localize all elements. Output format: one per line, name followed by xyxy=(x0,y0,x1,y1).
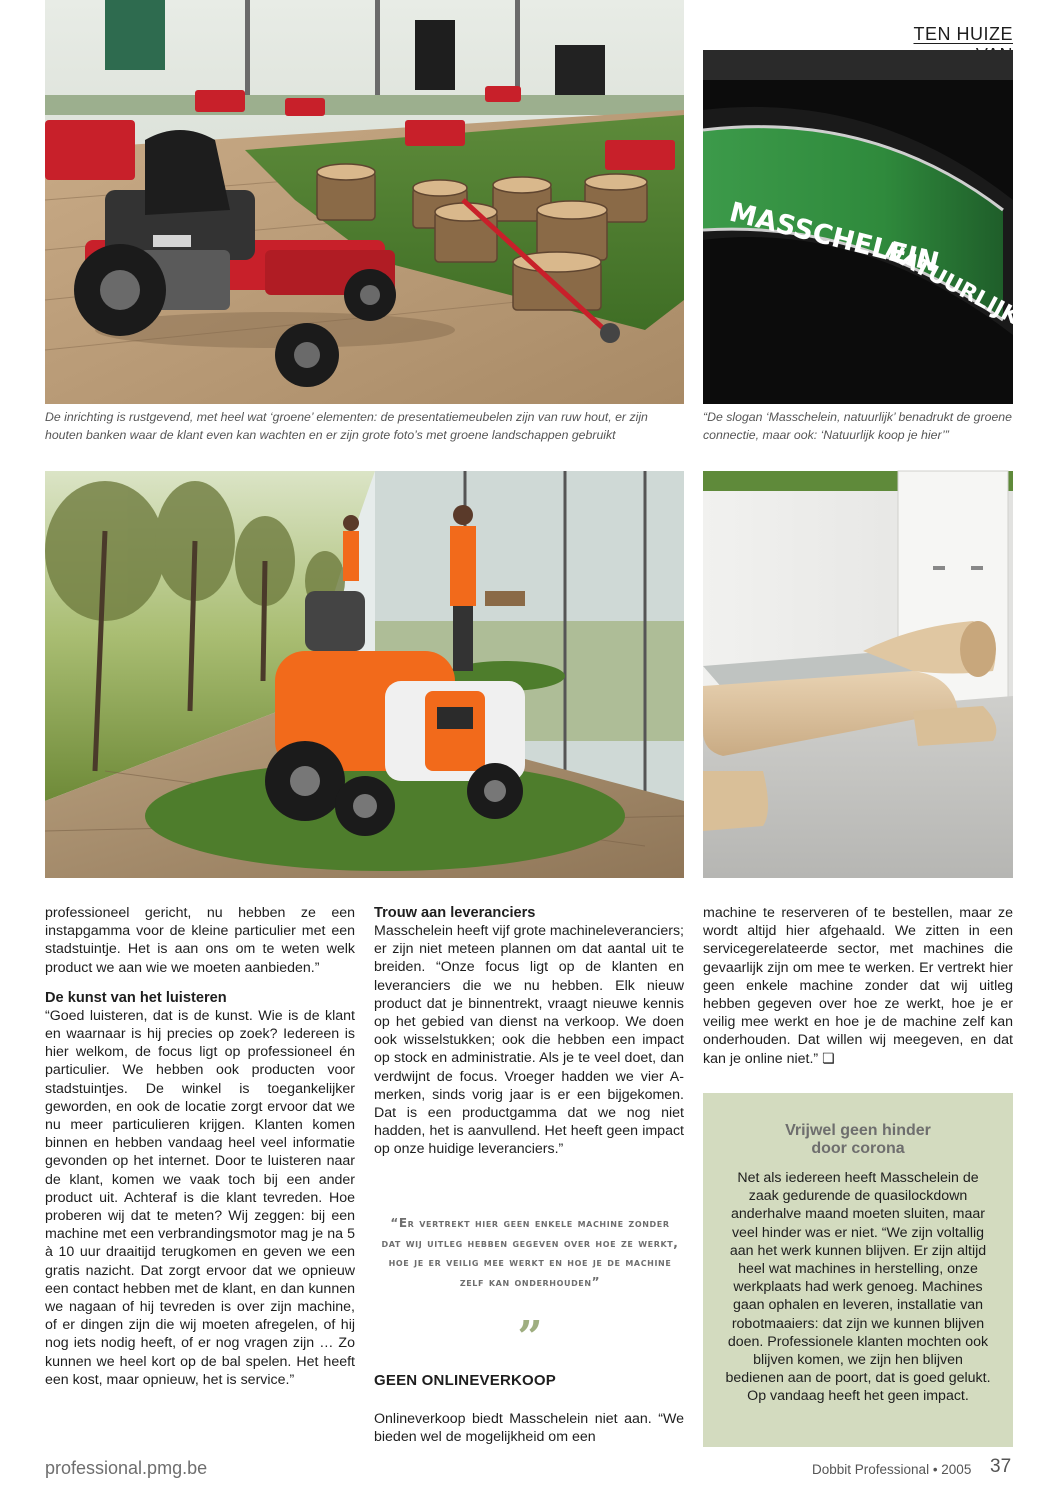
heading-kunst-luisteren: De kunst van het luisteren xyxy=(45,989,227,1006)
pull-quote: “Er vertrekt hier geen enkele machine zonder dat wij uitleg hebben gegeven over hoe ze werkt, hoe je er veilig mee werkt en hoe je de machine zelf kan onderhouden” xyxy=(381,1216,679,1289)
box-title-line-2: door corona xyxy=(811,1140,905,1157)
page-number: 37 xyxy=(990,1456,1012,1477)
section-header: TEN HUIZE xyxy=(913,24,1013,44)
corona-box-text: Net als iedereen heeft Masschelein de zaak gedurende de quasilockdown anderhalve maand moeten sluiten, maar veel hinder was er niet. “We zijn voltallig aan het werk kunnen blijven. Er zijn altijd heel wat machines in herstelling, onze werkplaats had werk genoeg. Machines gaan ophalen en leveren, installatie van robotmaaiers: dat zijn we kunnen blijven doen. Professionele klanten mochten ook blijven komen, we zijn hen blijven bedienen aan de poort, dat is goed gelukt. Op vandaag heeft het geen impact. xyxy=(725,1170,991,1405)
col1-paragraph-2: “Goed luisteren, dat is de kunst. Wie is de klant en waarnaar is hij precies op zoek? Iedereen is hier welkom, de focus ligt op professioneel én particulier. We hebben ook producten voor stadstuintjes. De winkel is toegankelijker geworden, en ook de locatie zorgt ervoor dat we nu meer particulieren krijgen. Klanten komen binnen en hebben vandaag heel veel informatie gevonden op het internet. Door te luisteren naar de klant, komen we vaak toch bij een ander product uit. Achteraf is die klant tevreden. Hoe proberen wij dat te meten? Wij zeggen: bij een machine met een verbrandingsmotor mag je na 5 à 10 uur draaitijd terugkomen en geven we een gratis nazicht. Dat zorgt ervoor dat we opnieuw een contact hebben met de klant, en dan kunnen we nagaan of hij tevreden is over zijn machine, of er dingen zijn die wij moeten afregelen, of hij nog iets nodig heeft, of er nog vragen zijn … Zo kunnen we heel kort op de bal spelen. Het heeft een kost, maar opnieuw, het is service.” xyxy=(45,1007,355,1388)
column-2 xyxy=(374,904,684,1159)
col3-paragraph-1: machine te reserveren of te bestellen, maar ze wordt altijd hier afgehaald. We zitten in een servicegerelateerde sector, met machines die gevaarlijk zijn om mee te werken. Er vertrekt hier geen enkele machine zonder dat wij uitleg hebben gegeven over hoe ze werkt, hoe je er veilig mee werkt en hoe je de machine zelf kan onderhouden. Dat willen wij meegeven, en dat kan je online niet.” xyxy=(703,905,1013,1067)
caption-showroom: De inrichting is rustgevend, met heel wat ‘groene’ elementen: de presentatiemeubelen zijn van ruw hout, er zijn houten banken waar de klant even kan wachten en er zijn grote foto’s met groene landschappen gebruikt xyxy=(45,410,648,442)
box-title-line-1: Vrijwel geen hinder xyxy=(785,1122,931,1139)
caption-slogan: “De slogan ‘Masschelein, natuurlijk’ benadrukt de groene connectie, maar ook: ‘Natuurlijk koop je hier’” xyxy=(703,410,1012,442)
footer-url[interactable]: professional.pmg.be xyxy=(45,1458,208,1478)
slogan-line-1: MASSCHELEIN xyxy=(726,196,943,279)
column-3 xyxy=(703,904,1013,1068)
log-bench-photo xyxy=(703,471,1013,878)
column-1 xyxy=(45,904,355,1389)
stihl-tractor-photo xyxy=(45,471,684,878)
heading-geen-onlineverkoop: GEEN ONLINEVERKOOP xyxy=(374,1372,556,1389)
slogan-photo xyxy=(703,50,1033,404)
col2-paragraph-2: Onlineverkoop biedt Masschelein niet aan. “We bieden wel de mogelijkheid om een xyxy=(374,1411,684,1446)
showroom-photo xyxy=(45,0,684,404)
quote-mark-icon: ” xyxy=(517,1312,543,1363)
heading-trouw-leveranciers: Trouw aan leveranciers xyxy=(374,905,536,921)
slogan-line-2: NATUURLIJK! xyxy=(880,238,1033,335)
end-mark-icon: ❏ xyxy=(822,1050,835,1067)
corona-box-title xyxy=(703,1122,1013,1158)
footer-publication: Dobbit Professional • 2005 xyxy=(812,1462,972,1477)
col1-paragraph-1: professioneel gericht, nu hebben ze een instapgamma voor de kleine particulier met een stadstuintje. Het is aan ons om te weten welk product we aan wie we moeten aanbieden.” xyxy=(45,905,355,976)
col2-paragraph-1: Masschelein heeft vijf grote machineleveranciers; er zijn niet meteen plannen om dat aantal uit te breiden. “Onze focus ligt op de klanten en leveranciers die we nu hebben. Elk nieuw product dat je binnentrekt, vraagt nieuwe kennis op het gebied van dienst na verkoop. We doen ook wisselstukken; ook die hebben een impact op stock en administratie. Als je te veel doet, dan verdwijnt de focus. Vroeger hadden we vier A-merken, sinds vorig jaar is er een bijgekomen. Dat is een productgamma dat we nog niet hadden, het is aanvullend. Het heeft geen impact op onze huidige leveranciers.” xyxy=(374,923,684,1158)
